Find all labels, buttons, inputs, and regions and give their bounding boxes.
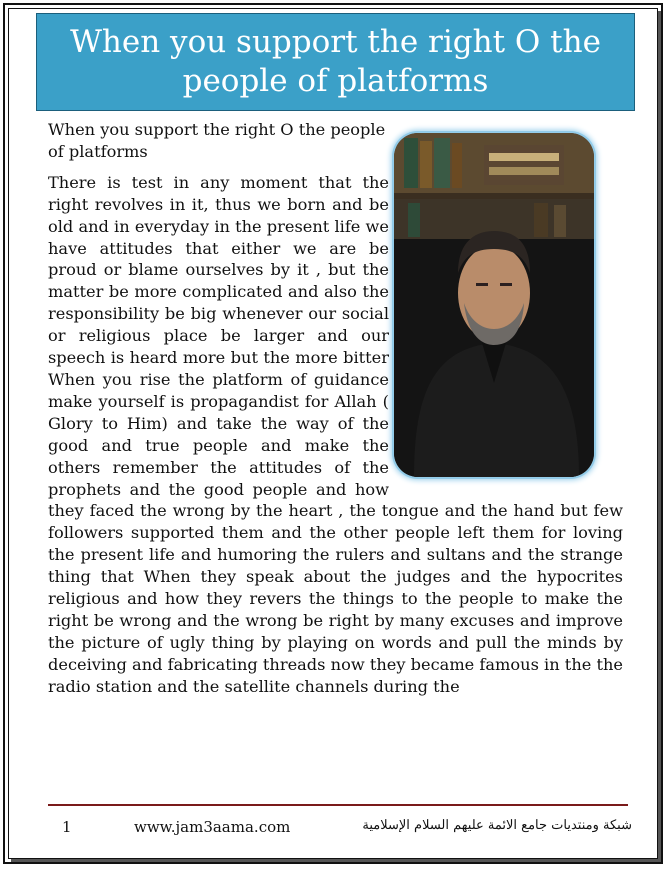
title-banner bbox=[36, 13, 635, 111]
footer-divider bbox=[48, 804, 628, 806]
page-number: 1 bbox=[62, 818, 72, 836]
page-title: When you support the right O the people of platforms bbox=[70, 24, 601, 99]
photo-wrap-space bbox=[389, 119, 623, 488]
website-url: www.jam3aama.com bbox=[134, 818, 291, 836]
main-paragraph: There is test in any moment that the right revolves in it, thus we born and be old and in everyday in the present life we have attitudes that either we are be proud or blame ourselves by it , but the matter be more complicated and also the responsibility be big whenever our social or religious place be larger and our speech is heard more but the more bitter When you rise the platform of guidance make yourself is propagandist for Allah ( Glory to Him) and take the way of the good and true people and make the others remember the attitudes of the prophets and the good people and how they faced the wrong by the heart , the tongue and the hand but few followers supported them and the other people left them for loving the present life and humoring the rulers and sultans and the strange thing that When they speak about the judges and the hypocrites religious and how they revers the things to the people to make the right be wrong and the wrong be right by many excuses and improve the picture of ugly thing by playing on words and pull the minds by deceiving and fabricating threads now they became famous in the the radio station and the satellite channels during the bbox=[48, 172, 623, 696]
arabic-footer-text: شبكة ومنتديات جامع الائمة عليهم السلام الإسلامية bbox=[362, 818, 632, 833]
intro-paragraph: When you support the right O the people of platforms bbox=[48, 120, 386, 161]
article-body bbox=[48, 119, 623, 698]
